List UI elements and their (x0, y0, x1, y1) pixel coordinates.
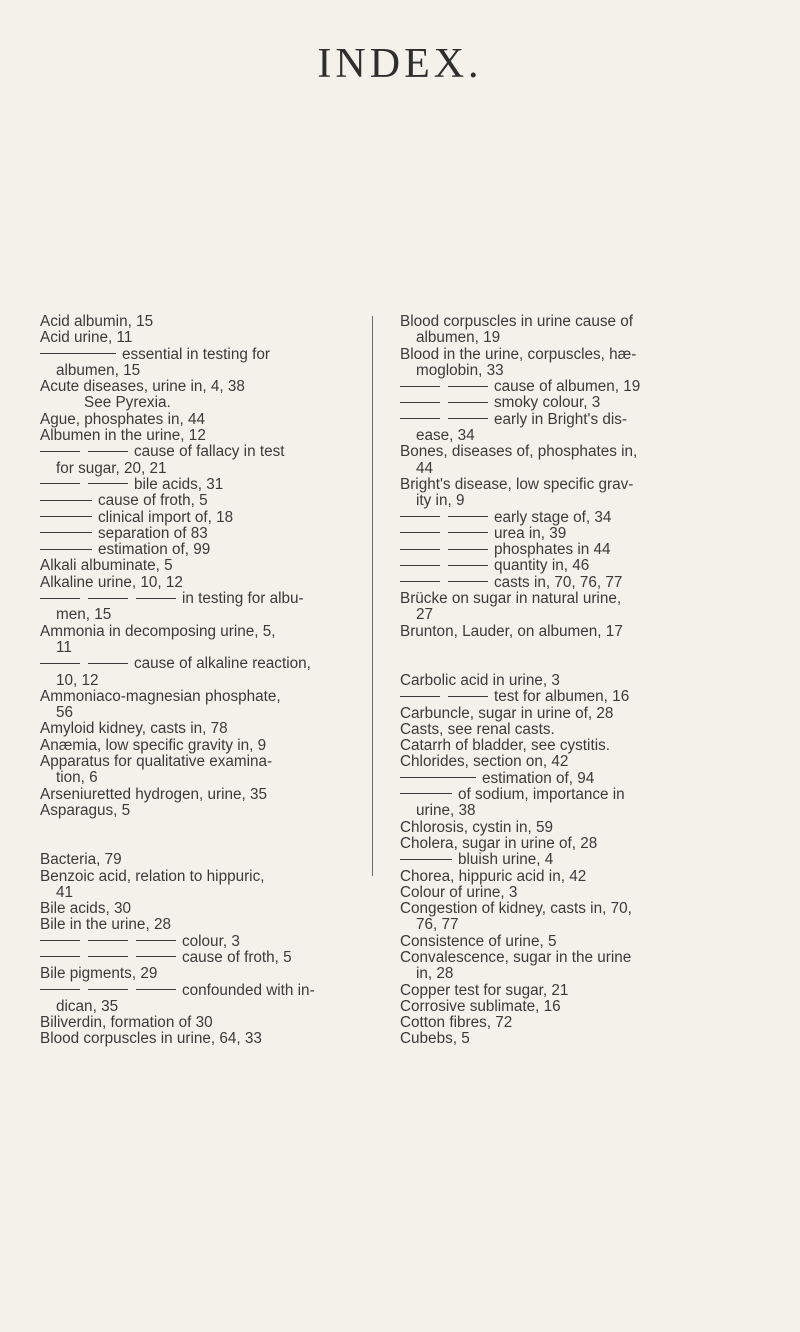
ditto-dash (448, 418, 488, 419)
index-subentry: bluish urine, 4 (400, 852, 742, 868)
ditto-dash (400, 386, 440, 387)
index-entry-continuation: 41 (56, 883, 74, 901)
ditto-dash (136, 598, 176, 599)
index-entry-continuation: moglobin, 33 (416, 361, 504, 379)
index-entry: Carbolic acid in urine, 3 (400, 671, 560, 689)
index-subentry: essential in testing for (40, 347, 358, 363)
index-entry: Bile in the urine, 28 (40, 916, 171, 934)
index-subentry: cause of albumen, 19 (400, 379, 742, 395)
index-entry: Bacteria, 79 (40, 851, 122, 869)
index-entry-continuation: tion, 6 (56, 769, 98, 787)
index-subentry: early in Bright's dis- (400, 412, 742, 428)
ditto-dash (448, 565, 488, 566)
index-subentry: phosphates in 44 (400, 542, 742, 558)
ditto-dash (448, 549, 488, 550)
index-entry: Blood corpuscles in urine cause of (400, 313, 633, 330)
index-entry: Anæmia, low specific gravity in, 9 (40, 736, 267, 754)
ditto-dash (40, 500, 92, 501)
index-entry: Ague, phosphates in, 44 (40, 410, 205, 428)
index-entry-continuation: ease, 34 (416, 427, 475, 445)
ditto-dash (40, 516, 92, 517)
index-entry: Bright's disease, low specific grav- (400, 475, 634, 493)
index-entry: Cubebs, 5 (400, 1030, 470, 1048)
index-entry: Brunton, Lauder, on albumen, 17 (400, 622, 623, 640)
index-entry: Acid urine, 11 (40, 329, 133, 347)
index-subentry: colour, 3 (40, 934, 358, 950)
index-subentry: clinical import of, 18 (40, 510, 358, 526)
index-subentry: confounded with in- (40, 983, 358, 999)
index-entry: Alkali albuminate, 5 (40, 557, 173, 575)
index-entry: Bile pigments, 29 (40, 965, 158, 983)
index-subentry: cause of fallacy in test (40, 444, 358, 460)
index-column-left (40, 314, 358, 1048)
ditto-dash (448, 516, 488, 517)
index-entry-continuation: 44 (416, 459, 434, 477)
index-entry: Brücke on sugar in natural urine, (400, 590, 622, 608)
index-entry: Catarrh of bladder, see cystitis. (400, 737, 611, 755)
index-entry: Acid albumin, 15 (40, 313, 154, 330)
index-entry-continuation: 27 (416, 606, 434, 624)
index-entry: Corrosive sublimate, 16 (400, 997, 561, 1015)
ditto-dash (400, 402, 440, 403)
index-entry-continuation: urine, 38 (416, 802, 476, 820)
index-entry: Carbuncle, sugar in urine of, 28 (400, 704, 614, 722)
index-entry: Blood corpuscles in urine, 64, 33 (40, 1030, 262, 1048)
index-entry-continuation: for sugar, 20, 21 (56, 459, 167, 477)
index-subentry: in testing for albu- (40, 591, 358, 607)
ditto-dash (40, 989, 80, 990)
index-entry: Consistence of urine, 5 (400, 932, 557, 950)
index-cross-reference: See Pyrexia. (84, 394, 171, 412)
ditto-dash (88, 940, 128, 941)
index-subentry: of sodium, importance in (400, 787, 742, 803)
index-entry: Bones, diseases of, phosphates in, (400, 443, 638, 461)
index-entry: Arseniuretted hydrogen, urine, 35 (40, 785, 268, 803)
ditto-dash (400, 859, 452, 860)
index-entry: Convalescence, sugar in the urine (400, 948, 632, 966)
ditto-dash (400, 565, 440, 566)
ditto-dash (400, 418, 440, 419)
ditto-dash (88, 598, 128, 599)
column-divider (372, 316, 373, 876)
index-entry: Bile acids, 30 (40, 900, 131, 918)
ditto-dash (448, 386, 488, 387)
index-entry-continuation: ity in, 9 (416, 492, 465, 510)
index-entry-continuation: 10, 12 (56, 671, 99, 689)
ditto-dash (40, 483, 80, 484)
ditto-dash (448, 402, 488, 403)
ditto-dash (448, 581, 488, 582)
index-entry: Blood in the urine, corpuscles, hæ- (400, 345, 637, 363)
index-entry: Alkaline urine, 10, 12 (40, 573, 183, 591)
index-entry-continuation: 11 (56, 638, 72, 656)
index-subentry: urea in, 39 (400, 526, 742, 542)
index-entry-continuation: in, 28 (416, 965, 454, 983)
index-entry: Chorea, hippuric acid in, 42 (400, 867, 587, 885)
ditto-dash (88, 663, 128, 664)
ditto-dash (40, 956, 80, 957)
ditto-dash (448, 696, 488, 697)
index-entry-continuation: 76, 77 (416, 916, 459, 934)
index-subentry: test for albumen, 16 (400, 689, 742, 705)
index-entry-continuation: 56 (56, 704, 74, 722)
index-subentry: cause of froth, 5 (40, 950, 358, 966)
index-entry: Cholera, sugar in urine of, 28 (400, 834, 598, 852)
index-entry-continuation: albumen, 15 (56, 361, 141, 379)
index-subentry: separation of 83 (40, 526, 358, 542)
ditto-dash (40, 451, 80, 452)
index-entry: Benzoic acid, relation to hippuric, (40, 867, 265, 885)
index-entry: Chlorosis, cystin in, 59 (400, 818, 554, 836)
ditto-dash (40, 598, 80, 599)
index-subentry: early stage of, 34 (400, 510, 742, 526)
index-entry: Congestion of kidney, casts in, 70, (400, 900, 632, 918)
index-subentry: estimation of, 94 (400, 771, 742, 787)
index-subentry: casts in, 70, 76, 77 (400, 575, 742, 591)
index-entry: Biliverdin, formation of 30 (40, 1014, 213, 1032)
index-column-right (400, 314, 742, 1048)
index-entry: Ammoniaco-magnesian phosphate, (40, 687, 281, 705)
index-entry: Copper test for sugar, 21 (400, 981, 569, 999)
ditto-dash (40, 663, 80, 664)
ditto-dash (400, 516, 440, 517)
ditto-dash (400, 532, 440, 533)
ditto-dash (88, 451, 128, 452)
index-entry: Chlorides, section on, 42 (400, 753, 569, 771)
index-entry: Asparagus, 5 (40, 801, 131, 819)
ditto-dash (136, 989, 176, 990)
ditto-dash (448, 532, 488, 533)
index-subentry: quantity in, 46 (400, 558, 742, 574)
index-entry: Casts, see renal casts. (400, 720, 555, 738)
index-subentry: smoky colour, 3 (400, 395, 742, 411)
index-subentry: cause of alkaline reaction, (40, 656, 358, 672)
index-subentry: cause of froth, 5 (40, 493, 358, 509)
ditto-dash (400, 549, 440, 550)
index-entry: Amyloid kidney, casts in, 78 (40, 720, 228, 738)
ditto-dash (40, 549, 92, 550)
index-entry: Cotton fibres, 72 (400, 1014, 513, 1032)
ditto-dash (136, 940, 176, 941)
index-entry-continuation: men, 15 (56, 606, 112, 624)
index-entry: Apparatus for qualitative examina- (40, 753, 273, 771)
ditto-dash (40, 940, 80, 941)
index-subentry: bile acids, 31 (40, 477, 358, 493)
ditto-dash (136, 956, 176, 957)
page-title: INDEX. (317, 41, 483, 87)
index-subentry: estimation of, 99 (40, 542, 358, 558)
ditto-dash (88, 483, 128, 484)
ditto-dash (40, 532, 92, 533)
index-entry: Ammonia in decomposing urine, 5, (40, 622, 276, 640)
index-entry-continuation: dican, 35 (56, 997, 119, 1015)
ditto-dash (88, 989, 128, 990)
index-entry: Acute diseases, urine in, 4, 38 (40, 378, 245, 396)
ditto-dash (400, 777, 476, 778)
ditto-dash (400, 581, 440, 582)
index-entry-continuation: albumen, 19 (416, 329, 501, 347)
index-entry: Albumen in the urine, 12 (40, 427, 206, 445)
ditto-dash (400, 793, 452, 794)
index-entry: Colour of urine, 3 (400, 883, 518, 901)
ditto-dash (40, 353, 116, 354)
ditto-dash (400, 696, 440, 697)
ditto-dash (88, 956, 128, 957)
